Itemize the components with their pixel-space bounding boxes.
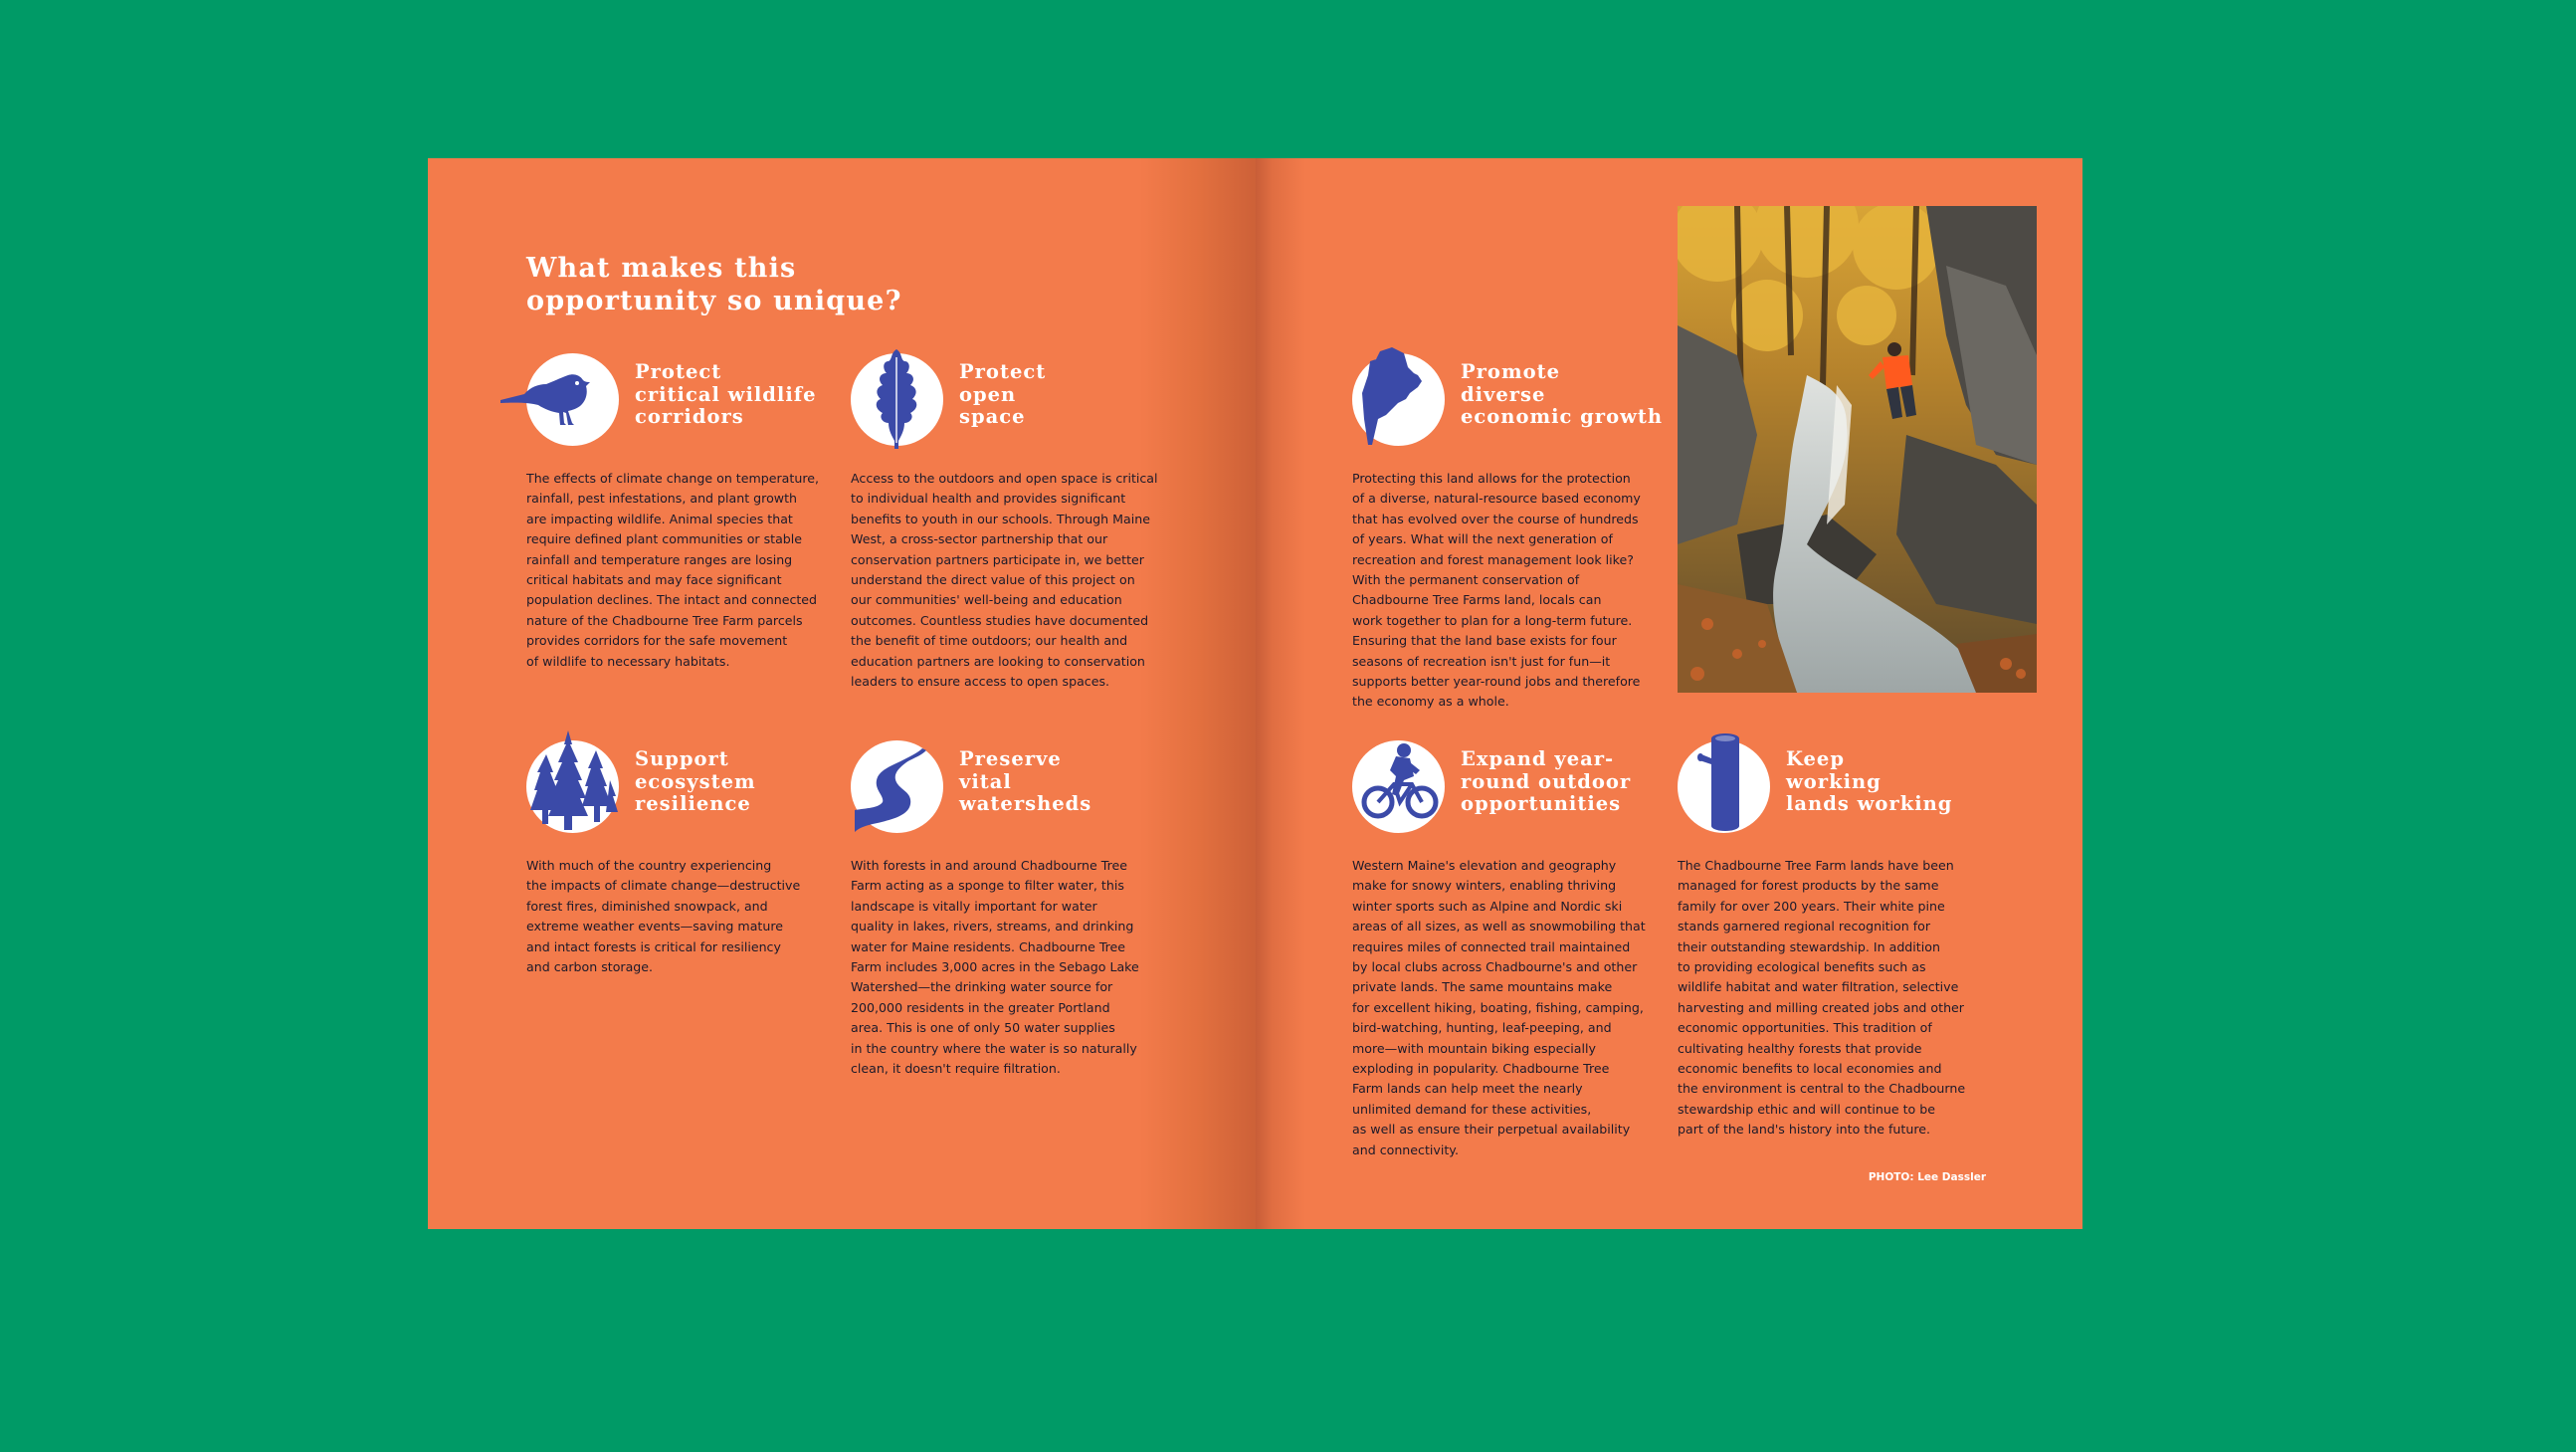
waterfall-photo xyxy=(1678,206,2037,693)
mountain-biker-icon xyxy=(1352,740,1445,833)
section-body: With much of the country experiencing the impacts of climate change—destructive forest fires, diminished snowpack, and extreme weather events—saving mature and intact forests is critical for resiliency and carbon storage. xyxy=(526,858,801,975)
right-page xyxy=(1256,158,2082,1229)
section-open-space xyxy=(851,353,1169,690)
section-watersheds xyxy=(851,740,1169,1079)
section-body: Access to the outdoors and open space is critical to individual health and provides significant benefits to youth in our schools. Through Maine West, a cross-sector partnership that our conservation partners participate in, we better understand the direct value of this project on our communities' well-being and education outcomes. Countless studies have documented the benefit of time outdoors; our health and education partners are looking to conservation leaders to ensure access to open spaces. xyxy=(851,471,1158,690)
section-heading: Keep working lands working xyxy=(1786,747,1953,815)
mountain-biker-icon-badge xyxy=(1352,740,1445,833)
waterfall-photo-image xyxy=(1678,206,2037,693)
section-working-lands xyxy=(1678,740,2006,1139)
photo-credit: PHOTO: Lee Dassler xyxy=(1868,1171,1986,1183)
section-body: Protecting this land allows for the protection of a diverse, natural-resource based economy that has evolved over the course of hundreds of years. What will the next generation of recreation and forest management look like? With the permanent conservation of Chadbourne Tree Farms land, locals can work together to plan for a long-term future. Ensuring that the land base exists for four seasons of recreation isn't just for fun—it supports better year-round jobs and therefore the economy as a whole. xyxy=(1352,471,1641,710)
left-page xyxy=(428,158,1256,1229)
bird-icon-badge xyxy=(526,353,619,446)
river-icon-badge xyxy=(851,740,943,833)
section-heading: Promote diverse economic growth xyxy=(1461,360,1664,428)
section-body: The effects of climate change on temperature, rainfall, pest infestations, and plant growth are impacting wildlife. Animal species that require defined plant communities or stable rainfall and temperature ranges are losing critical habitats and may face significant population declines. The intact and connected nature of the Chadbourne Tree Farm parcels provides corridors for the safe movement of wildlife to necessary habitats. xyxy=(526,471,819,669)
brochure-spread xyxy=(428,158,2082,1229)
section-heading: Preserve vital watersheds xyxy=(959,747,1092,815)
section-body: The Chadbourne Tree Farm lands have been managed for forest products by the same family for over 200 years. Their white pine stands garnered regional recognition for their outstanding stewardship. In addition to providing ecological benefits such as wildlife habitat and water filtration, selective harvesting and milling created jobs and other economic opportunities. This tradition of cultivating healthy forests that provide economic benefits to local economies and the environment is central to the Chadbourne stewardship ethic and will continue to be part of the land's history into the future. xyxy=(1678,858,1966,1138)
section-economic-growth xyxy=(1352,353,1671,710)
page-title: What makes this opportunity so unique? xyxy=(526,253,902,316)
pine-trees-icon-badge xyxy=(526,740,619,833)
section-heading: Protect open space xyxy=(959,360,1047,428)
section-body: With forests in and around Chadbourne Tree Farm acting as a sponge to filter water, this landscape is vitally important for water quality in lakes, rivers, streams, and drinking water for Maine residents. Chadbourne Tree Farm includes 3,000 acres in the Sebago Lake Watershed—the drinking water source for 200,000 residents in the greater Portland area. This is one of only 50 water supplies in the country where the water is so naturally clean, it doesn't require filtration. xyxy=(851,858,1139,1077)
bird-icon xyxy=(526,353,619,446)
oak-leaf-icon-badge xyxy=(851,353,943,446)
log-icon xyxy=(1678,740,1770,833)
pine-trees-icon xyxy=(526,740,619,833)
section-body: Western Maine's elevation and geography make for snowy winters, enabling thriving winter sports such as Alpine and Nordic ski areas of all sizes, as well as snowmobiling that requires miles of connected trail maintained by local clubs across Chadbourne's and other private lands. The same mountains make for excellent hiking, boating, fishing, camping, bird-watching, hunting, leaf-peeping, and more—with mountain biking especially exploding in popularity. Chadbourne Tree Farm lands can help meet the nearly unlimited demand for these activities, as well as ensure their perpetual availability and connectivity. xyxy=(1352,858,1646,1157)
oak-leaf-icon xyxy=(851,353,943,446)
section-ecosystem-resilience xyxy=(526,740,825,999)
maine-map-icon-badge xyxy=(1352,353,1445,446)
maine-map-icon xyxy=(1352,353,1445,446)
section-heading: Support ecosystem resilience xyxy=(635,747,756,815)
section-heading: Expand year- round outdoor opportunities xyxy=(1461,747,1632,815)
section-outdoor-opportunities xyxy=(1352,740,1671,1178)
log-icon-badge xyxy=(1678,740,1770,833)
section-wildlife-corridors xyxy=(526,353,825,682)
section-heading: Protect critical wildlife corridors xyxy=(635,360,817,428)
river-icon xyxy=(851,740,943,833)
